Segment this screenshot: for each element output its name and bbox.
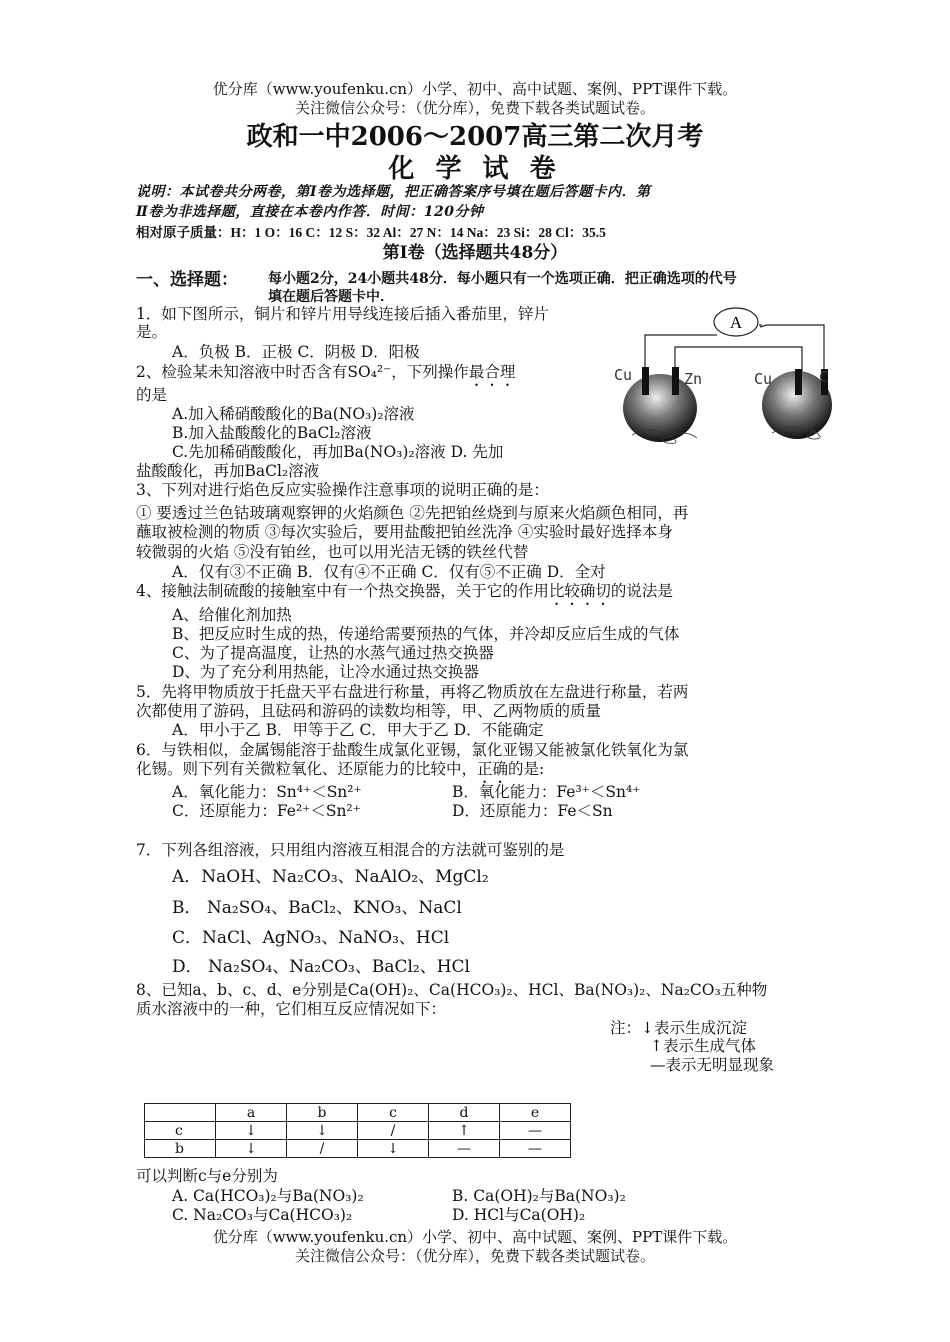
- q3-options: A．仅有③不正确 B．仅有④不正确 C．仅有⑤不正确 D．全对: [172, 563, 606, 581]
- atomic-masses: 相对原子质量：H：1 O：16 C：12 S：32 Al：27 N：14 Na：23 Si：28 Cl：35.5: [136, 225, 606, 240]
- q6-stem-end: 的是:: [508, 760, 545, 778]
- q2-option-d: 盐酸酸化，再加BaCl₂溶液: [136, 462, 320, 480]
- q7-option-b: B． Na₂SO₄、BaCl₂、KNO₃、NaCl: [172, 898, 462, 918]
- q4-option-a: A、给催化剂加热: [172, 606, 292, 624]
- q6-option-c: C．还原能力：Fe²⁺＜Sn²⁺: [172, 802, 361, 820]
- q1-stem-1: 1．如下图所示，铜片和锌片用导线连接后插入番茄里，锌片: [136, 305, 549, 323]
- q1-options: A．负极 B．正极 C．阴极 D．阳极: [172, 343, 420, 361]
- footer-line-2: 关注微信公众号：（优分库），免费下载各类试题试卷。: [294, 1247, 655, 1265]
- table-cell: ↓: [287, 1122, 358, 1140]
- electrode-zn: [672, 367, 679, 395]
- q6-option-b: B．氧化能力：Fe³⁺＜Sn⁴⁺: [452, 783, 641, 801]
- table-header-row: [145, 1104, 571, 1122]
- q2-option-c: C.先加稀硝酸酸化，再加Ba(NO₃)₂溶液 D. 先加: [172, 443, 504, 461]
- q7-stem: 7．下列各组溶液，只用组内溶液互相混合的方法就可鉴别的是: [136, 841, 565, 859]
- q8-line-1: 8、已知a、b、c、d、e分别是Ca(OH)₂、Ca(HCO₃)₂、HCl、Ba(NO₃)₂、Na₂CO₃五种物: [136, 981, 768, 999]
- q7-option-d: D． Na₂SO₄、Na₂CO₃、BaCl₂、HCl: [172, 957, 470, 977]
- q5-line-1: 5．先将甲物质放于托盘天平右盘进行称量，再将乙物质放在左盘进行称量，若两: [136, 683, 689, 701]
- wire-right: [760, 325, 824, 373]
- q2-option-a: A.加入稀硝酸酸化的Ba(NO₃)₂溶液: [172, 405, 415, 423]
- table-row-label: b: [145, 1140, 216, 1158]
- q8-note-2: ↑表示生成气体: [650, 1037, 756, 1055]
- q8-note-1: 注：↓表示生成沉淀: [610, 1019, 747, 1037]
- section1-label: 一、选择题：: [136, 270, 238, 290]
- q6-emphasis: 正确: [477, 760, 509, 778]
- q4-stem-end: 的说法是: [610, 582, 673, 600]
- instructions-line-2: Ⅱ卷为非选择题，直接在本卷内作答．时间：120分钟: [136, 204, 484, 220]
- exam-subtitle: 化 学 试 卷: [388, 154, 562, 184]
- table-cell: /: [358, 1122, 429, 1140]
- table-row-label: c: [145, 1122, 216, 1140]
- q8-conclusion: 可以判断c与e分别为: [136, 1167, 278, 1185]
- q8-option-b: B. Ca(OH)₂与Ba(NO₃)₂: [452, 1187, 626, 1205]
- footer-line-1: 优分库（www.youfenku.cn）小学、初中、高中试题、案例、PPT课件下载。: [212, 1228, 738, 1246]
- q6-option-a: A．氧化能力：Sn⁴⁺＜Sn²⁺: [172, 783, 362, 801]
- table-cell: ↓: [216, 1140, 287, 1158]
- header-line-2: 关注微信公众号：（优分库），免费下载各类试题试卷。: [294, 99, 655, 117]
- part1-title: 第Ⅰ卷（选择题共48分）: [382, 243, 568, 263]
- q4-option-d: D、为了充分利用热能，让冷水通过热交换器: [172, 663, 479, 681]
- q4-option-b: B、把反应时生成的热，传递给需要预热的气体，并冷却反应后生成的气体: [172, 625, 680, 643]
- table-header-cell: a: [216, 1104, 287, 1122]
- q8-option-a: A. Ca(HCO₃)₂与Ba(NO₃)₂: [172, 1187, 364, 1205]
- table-header-cell: e: [500, 1104, 571, 1122]
- table-header-cell: c: [358, 1104, 429, 1122]
- table-cell: ↓: [358, 1140, 429, 1158]
- table-cell: ↓: [216, 1122, 287, 1140]
- q2-option-b: B.加入盐酸酸化的BaCl₂溶液: [172, 424, 372, 442]
- table-cell: /: [287, 1140, 358, 1158]
- q2-stem-1: [136, 360, 515, 390]
- q3-stem: 3、下列对进行焰色反应实验操作注意事项的说明正确的是：: [136, 481, 549, 499]
- label-zn: Zn: [684, 370, 703, 388]
- reaction-table: [144, 1103, 571, 1158]
- ammeter-label: A: [729, 313, 743, 332]
- q6-option-d: D．还原能力：Fe＜Sn: [452, 802, 613, 820]
- electrode-cu-left: [642, 367, 649, 395]
- q2-stem-2: 的是: [136, 386, 168, 404]
- q8-line-2: 质水溶液中的一种，它们相互反应情况如下：: [136, 1000, 447, 1018]
- table-row: [145, 1140, 571, 1158]
- q8-option-d: D. HCl与Ca(OH)₂: [452, 1206, 586, 1224]
- galvanic-cell-figure: [612, 305, 842, 455]
- q3-line-2: 蘸取被检测的物质 ③每次实验后，要用盐酸把铂丝洗净 ④实验时最好选择本身: [136, 523, 673, 541]
- q8-note-3: —表示无明显现象: [650, 1056, 775, 1074]
- q6-line-1: 6．与铁相似，金属锡能溶于盐酸生成氯化亚锡，氯化亚锡又能被氯化铁氧化为氯: [136, 741, 689, 759]
- q5-line-2: 次都使用了游码，且砝码和游码的读数均相等，甲、乙两物质的质量: [136, 702, 602, 720]
- q5-options: A．甲小于乙 B．甲等于乙 C．甲大于乙 D．不能确定: [172, 721, 544, 739]
- table-cell: —: [429, 1140, 500, 1158]
- table-cell: —: [500, 1122, 571, 1140]
- exam-title: 政和一中2006～2007高三第二次月考: [246, 122, 704, 152]
- q1-stem-2: 是。: [136, 323, 168, 341]
- q2-stem-text: 2、检验某未知溶液中时否含有SO₄²⁻，下列操作: [136, 363, 469, 381]
- section1-instructions-1: 每小题2分，24小题共48分．每小题只有一个选项正确．把正确选项的代号: [268, 271, 737, 287]
- table-cell: [145, 1104, 216, 1122]
- q2-emphasis: 最合理: [468, 363, 516, 381]
- section1-instructions-2: 填在题后答题卡中．: [268, 289, 394, 305]
- q4-option-c: C、为了提高温度，让热的水蒸气通过热交换器: [172, 644, 494, 662]
- label-c: C: [819, 368, 829, 386]
- table-header-cell: b: [287, 1104, 358, 1122]
- header-line-1: 优分库（www.youfenku.cn）小学、初中、高中试题、案例、PPT课件下载。: [212, 80, 738, 98]
- table-cell: —: [500, 1140, 571, 1158]
- q8-option-c: C. Na₂CO₃与Ca(HCO₃)₂: [172, 1206, 353, 1224]
- electrode-cu-right: [795, 369, 802, 395]
- q7-option-a: A．NaOH、Na₂CO₃、NaAlO₂、MgCl₂: [172, 867, 489, 887]
- wire-left: [645, 335, 717, 373]
- q4-emphasis: 比较确切: [548, 582, 611, 600]
- q7-option-c: C．NaCl、AgNO₃、NaNO₃、HCl: [172, 928, 450, 948]
- table-cell: ↑: [429, 1122, 500, 1140]
- instructions-line-1: 说明：本试卷共分两卷，第Ⅰ卷为选择题，把正确答案序号填在题后答题卡内．第: [136, 184, 651, 200]
- q3-line-3: 较微弱的火焰 ⑤没有铂丝，也可以用光洁无锈的铁丝代替: [136, 543, 529, 561]
- label-cu-left: Cu: [614, 366, 633, 384]
- table-row: [145, 1122, 571, 1140]
- q6-stem-text: 化锡。则下列有关微粒氧化、还原能力的比较中，: [136, 760, 478, 778]
- table-header-cell: d: [429, 1104, 500, 1122]
- label-cu-right: Cu: [754, 370, 773, 388]
- q3-line-1: ① 要透过兰色钴玻璃观察钾的火焰颜色 ②先把铂丝烧到与原来火焰颜色相同，再: [136, 504, 689, 522]
- q4-stem-text: 4、接触法制硫酸的接触室中有一个热交换器，关于它的作用: [136, 582, 549, 600]
